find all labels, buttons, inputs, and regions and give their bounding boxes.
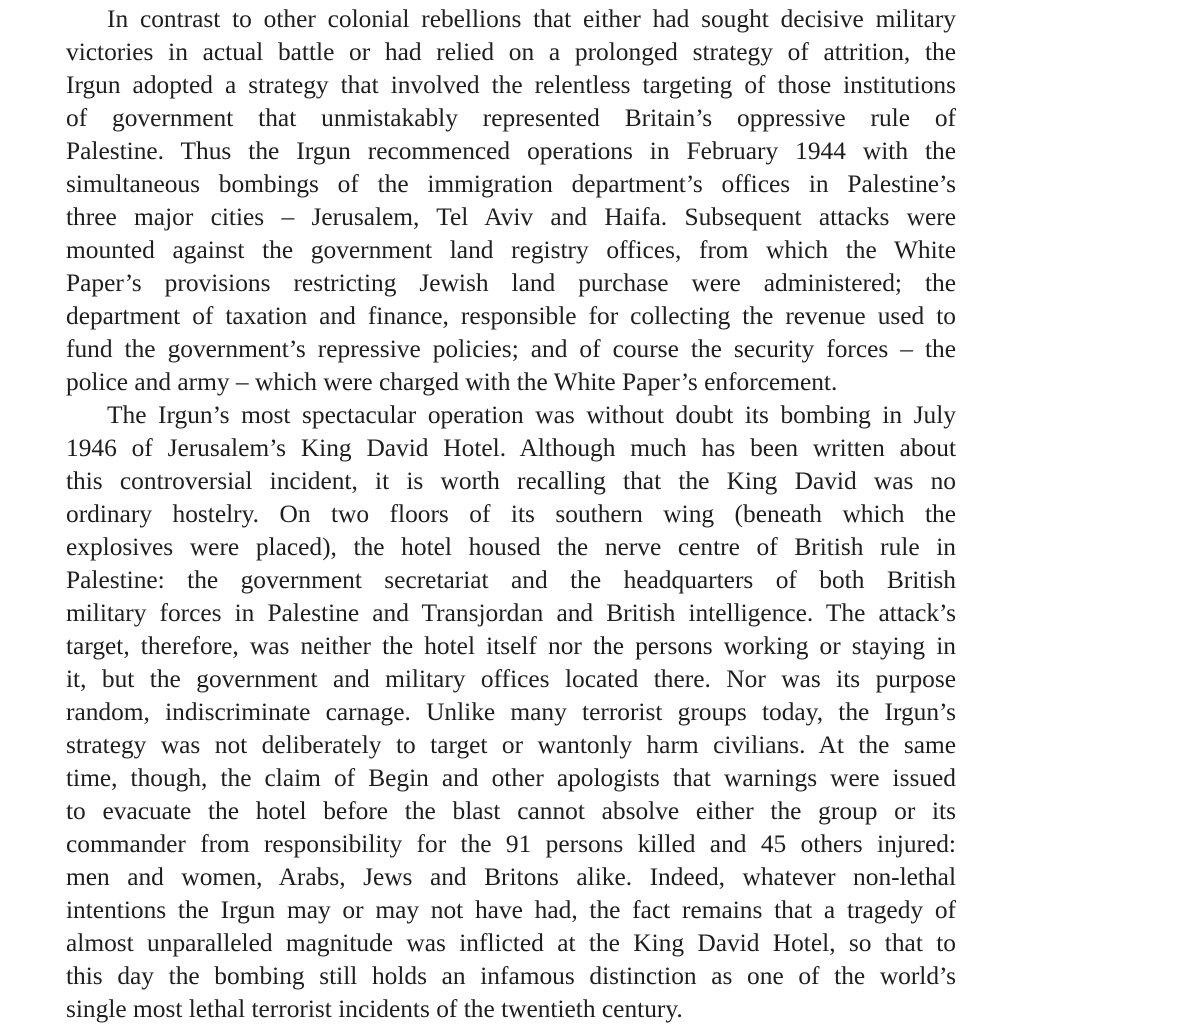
- text-line: this day the bombing still holds an infamous distinction as one of the world’s: [66, 962, 956, 990]
- text-line: three major cities – Jerusalem, Tel Aviv and Haifa. Subsequent attacks were: [66, 203, 956, 231]
- text-line: mounted against the government land registry offices, from which the White: [66, 236, 956, 264]
- text-line: to evacuate the hotel before the blast cannot absolve either the group or its: [66, 797, 956, 825]
- text-line: police and army – which were charged with the White Paper’s enforcement.: [66, 368, 838, 396]
- text-line: men and women, Arabs, Jews and Britons alike. Indeed, whatever non-lethal: [66, 863, 956, 891]
- text-line: explosives were placed), the hotel housed the nerve centre of British rule in: [66, 533, 956, 561]
- text-line: victories in actual battle or had relied on a prolonged strategy of attrition, the: [66, 38, 956, 66]
- text-line: target, therefore, was neither the hotel itself nor the persons working or staying in: [66, 632, 956, 660]
- text-line: In contrast to other colonial rebellions that either had sought decisive military: [107, 5, 956, 33]
- text-line: The Irgun’s most spectacular operation was without doubt its bombing in July: [107, 401, 956, 429]
- text-line: Irgun adopted a strategy that involved the relentless targeting of those institutions: [66, 71, 956, 99]
- text-line: department of taxation and finance, responsible for collecting the revenue used to: [66, 302, 956, 330]
- text-line: intentions the Irgun may or may not have had, the fact remains that a tragedy of: [66, 896, 956, 924]
- text-line: 1946 of Jerusalem’s King David Hotel. Although much has been written about: [66, 434, 956, 462]
- text-line: strategy was not deliberately to target or wantonly harm civilians. At the same: [66, 731, 956, 759]
- text-line: Palestine. Thus the Irgun recommenced operations in February 1944 with the: [66, 137, 956, 165]
- text-line: almost unparalleled magnitude was inflicted at the King David Hotel, so that to: [66, 929, 956, 957]
- text-line: simultaneous bombings of the immigration department’s offices in Palestine’s: [66, 170, 956, 198]
- paragraph-1: [66, 3, 956, 399]
- document-body: [66, 3, 956, 1026]
- paragraph-2: [66, 399, 956, 1026]
- text-line: Palestine: the government secretariat and the headquarters of both British: [66, 566, 956, 594]
- text-line: random, indiscriminate carnage. Unlike many terrorist groups today, the Irgun’s: [66, 698, 956, 726]
- text-line: fund the government’s repressive policies; and of course the security forces – the: [66, 335, 956, 363]
- text-line: commander from responsibility for the 91 persons killed and 45 others injured:: [66, 830, 956, 858]
- text-line: it, but the government and military offices located there. Nor was its purpose: [66, 665, 956, 693]
- text-line: Paper’s provisions restricting Jewish land purchase were administered; the: [66, 269, 956, 297]
- text-line: single most lethal terrorist incidents of the twentieth century.: [66, 995, 683, 1023]
- text-line: of government that unmistakably represented Britain’s oppressive rule of: [66, 104, 956, 132]
- text-line: military forces in Palestine and Transjordan and British intelligence. The attack’s: [66, 599, 956, 627]
- text-line: this controversial incident, it is worth recalling that the King David was no: [66, 467, 956, 495]
- text-line: ordinary hostelry. On two floors of its southern wing (beneath which the: [66, 500, 956, 528]
- text-line: time, though, the claim of Begin and other apologists that warnings were issued: [66, 764, 956, 792]
